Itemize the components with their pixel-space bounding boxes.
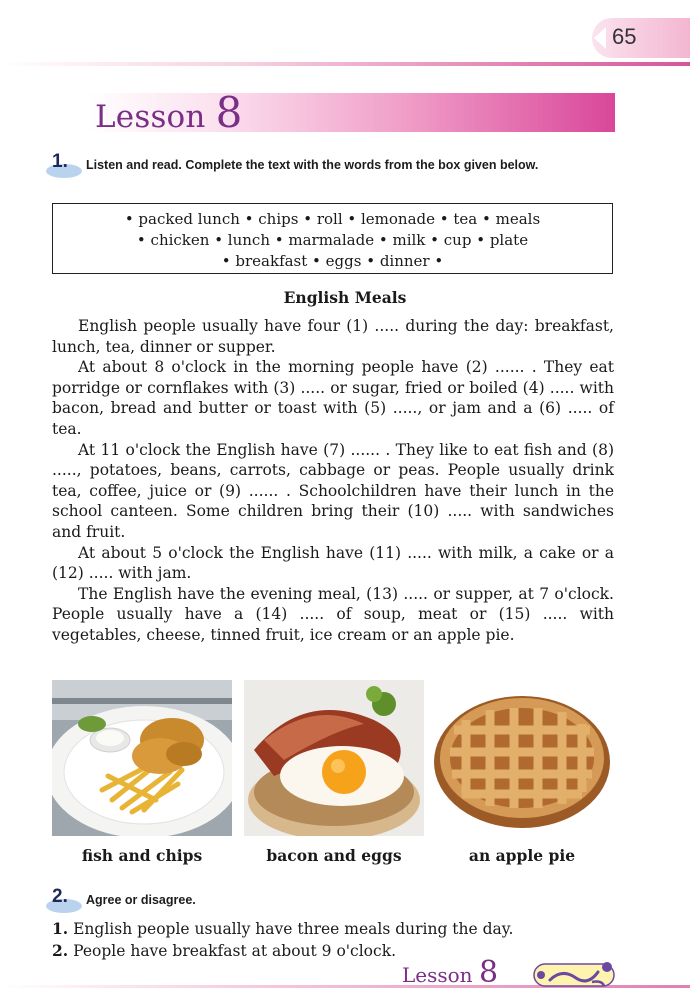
statement-number: 2. (52, 941, 69, 960)
exercise-number-1: 1. (52, 151, 68, 172)
story-paragraph: English people usually have four (1) ..... during the day: breakfast, lunch, tea, dinner or supper. (52, 317, 614, 356)
story-paragraph: The English have the evening meal, (13) ..... or supper, at 7 o'clock. People usually have a (14) ..... of soup, meat or (15) ..... with vegetables, cheese, tinned fruit, ice cream or an apple pie. (52, 584, 614, 644)
footer-lesson-word: Lesson (402, 963, 473, 987)
bacon-and-eggs-photo (244, 680, 424, 836)
story-paragraph: At 11 o'clock the English have (7) ...... . They like to eat fish and (8) ....., potatoes, beans, carrots, cabbage or peas. People usually drink tea, coffee, juice or (9) ...... . Schoolchildren have their lunch in the school canteen. Some children bring their (10) ..... with sandwiches and fruit. (52, 440, 614, 541)
exercise-instruction-2: Agree or disagree. (86, 893, 196, 907)
photo-caption: an apple pie (468, 846, 576, 865)
statement-item (52, 940, 612, 962)
photo-caption: fish and chips (81, 846, 203, 865)
exercise-number-2: 2. (52, 886, 68, 907)
lesson-title-word: Lesson (95, 99, 206, 135)
word-box-line: • chicken • lunch • marmalade • milk • cup • plate (136, 231, 529, 249)
lesson-title (95, 88, 243, 137)
statement-number: 1. (52, 919, 69, 938)
lesson-title-number: 8 (215, 88, 243, 137)
word-box-line: • packed lunch • chips • roll • lemonade • tea • meals (124, 210, 541, 228)
statement-text: English people usually have three meals during the day. (68, 920, 514, 938)
story-paragraph: At about 8 o'clock in the morning people have (2) ...... . They eat porridge or cornflakes with (3) ..... or sugar, fried or boiled (4) ..... with bacon, bread and butter or toast with (5) ....., or jam and a (6) ..... of tea. (52, 358, 614, 438)
story-paragraph: At about 5 o'clock the English have (11) ..... with milk, a cake or a (12) ..... with jam. (52, 543, 614, 583)
fish-and-chips-photo (52, 680, 232, 836)
exercise-instruction-1: Listen and read. Complete the text with the words from the box given below. (86, 158, 539, 172)
footer-lesson-number: 8 (478, 955, 499, 990)
story-text (52, 316, 614, 646)
statement-item (52, 918, 612, 940)
footer-lesson-label (402, 955, 498, 990)
photo-caption: bacon and eggs (266, 846, 402, 865)
exercise-2-items (52, 918, 612, 962)
header-band (0, 62, 690, 66)
word-box-line: • breakfast • eggs • dinner • (221, 252, 444, 270)
unit-5-logo (532, 958, 616, 990)
page-number: 65 (612, 24, 637, 49)
word-box (52, 203, 613, 274)
page-number-tab (592, 18, 690, 58)
story-title: English Meals (283, 288, 407, 307)
statement-text: People have breakfast at about 9 o'clock. (68, 942, 397, 960)
apple-pie-photo (432, 680, 612, 836)
